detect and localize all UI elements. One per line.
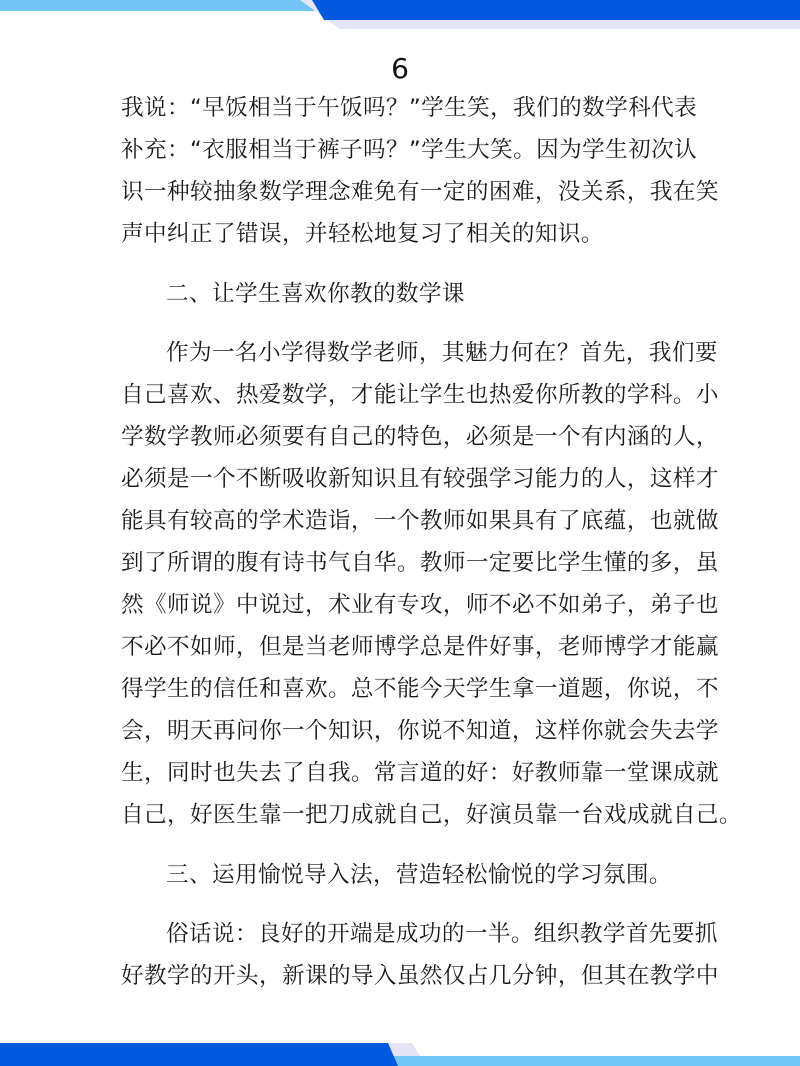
text-line: 作为一名小学得数学老师，其魅力何在？首先，我们要 — [166, 340, 718, 366]
text-line: 好教学的开头，新课的导入虽然仅占几分钟，但其在教学中 — [121, 963, 719, 989]
page-number: 6 — [391, 52, 409, 85]
bottom-banner-light-stripe — [392, 1056, 800, 1066]
spacer — [121, 255, 681, 273]
text-line: 自己，好医生靠一把刀成就自己，好演员靠一台戏成就自己。 — [121, 802, 742, 828]
text-line: 声中纠正了错误，并轻松地复习了相关的知识。 — [121, 221, 604, 247]
paragraph-continuation — [121, 87, 719, 255]
text-line: 学数学教师必须要有自己的特色，必须是一个有内涵的人， — [121, 424, 719, 450]
paragraph-lesson-intro — [121, 913, 719, 997]
text-line: 得学生的信任和喜欢。总不能今天学生拿一道题，你说，不 — [121, 676, 719, 702]
text-line: 俗话说：良好的开端是成功的一半。组织教学首先要抓 — [166, 921, 718, 947]
spacer — [121, 896, 681, 913]
spacer — [121, 315, 681, 332]
bottom-banner-dark-stripe — [0, 1043, 398, 1066]
section-heading-3: 三、运用愉悦导入法，营造轻松愉悦的学习氛围。 — [166, 862, 672, 888]
text-line: 会，明天再问你一个知识，你说不知道，这样你就会失去学 — [121, 718, 719, 744]
text-line: 补充：“衣服相当于裤子吗？”学生大笑。因为学生初次认 — [121, 137, 698, 163]
text-line: 能具有较高的学术造诣，一个教师如果具有了底蕴，也就做 — [121, 508, 719, 534]
top-banner-dark-stripe — [312, 0, 800, 20]
text-line: 到了所谓的腹有诗书气自华。教师一定要比学生懂的多，虽 — [121, 550, 719, 576]
section-heading-2: 二、让学生喜欢你教的数学课 — [166, 281, 465, 307]
top-banner-light-stripe — [0, 0, 330, 11]
document-body — [121, 87, 742, 997]
text-line: 必须是一个不断吸收新知识且有较强学习能力的人，这样才 — [121, 466, 719, 492]
spacer — [121, 836, 681, 854]
text-line: 然《师说》中说过，术业有专攻，师不必不如弟子，弟子也 — [121, 592, 719, 618]
text-line: 生，同时也失去了自我。常言道的好：好教师靠一堂课成就 — [121, 760, 719, 786]
paragraph-teacher-charm — [121, 332, 742, 836]
text-line: 识一种较抽象数学理念难免有一定的困难，没关系，我在笑 — [121, 179, 719, 205]
text-line: 我说：“早饭相当于午饭吗？”学生笑，我们的数学科代表 — [121, 95, 698, 121]
text-line: 不必不如师，但是当老师博学总是件好事，老师博学才能赢 — [121, 634, 719, 660]
text-line: 自己喜欢、热爱数学，才能让学生也热爱你所教的学科。小 — [121, 382, 719, 408]
